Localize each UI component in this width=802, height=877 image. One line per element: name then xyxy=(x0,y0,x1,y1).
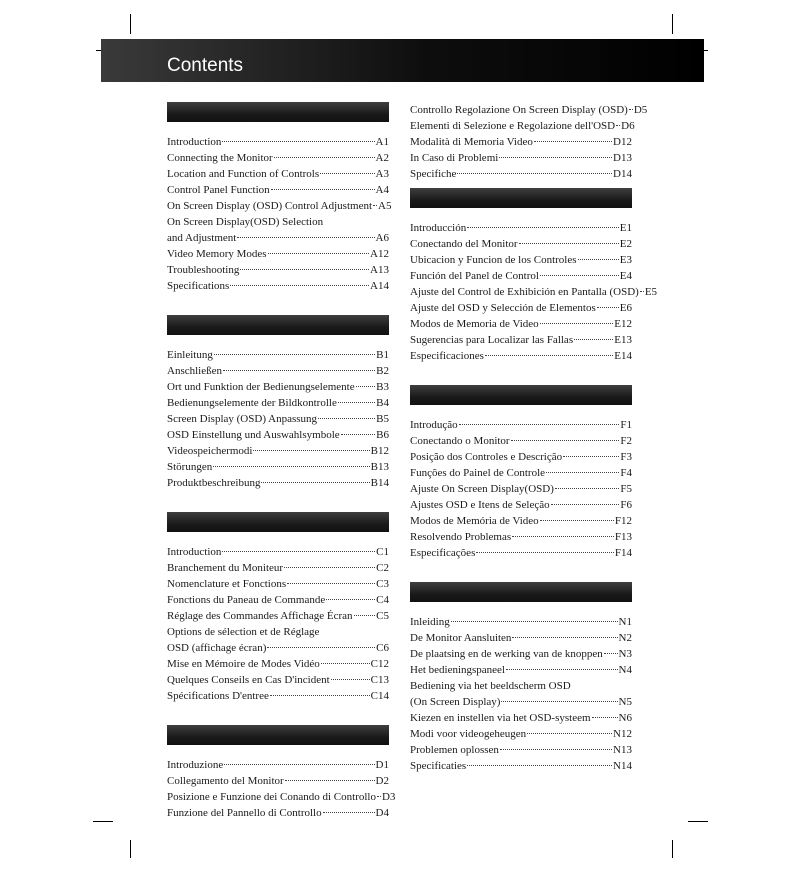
crop-mark xyxy=(93,821,113,822)
toc-entry-page: B13 xyxy=(370,461,389,473)
toc-entry-title: Screen Display (OSD) Anpassung xyxy=(167,413,318,425)
toc-entry xyxy=(167,166,389,182)
toc-entry-list xyxy=(167,757,396,821)
dot-leader xyxy=(592,717,618,718)
toc-entry-page: C14 xyxy=(370,690,389,702)
toc-entry-title: Connecting the Monitor xyxy=(167,152,273,164)
toc-entry-title: Modalità di Memoria Video xyxy=(410,136,533,148)
toc-entry-page: C3 xyxy=(376,578,389,590)
toc-entry-page: N6 xyxy=(618,712,632,724)
toc-entry-title: Branchement du Moniteur xyxy=(167,562,284,574)
dot-leader xyxy=(287,583,375,584)
toc-section-italian-continued xyxy=(410,102,648,182)
toc-entry-page: A3 xyxy=(375,168,389,180)
crop-mark xyxy=(672,14,673,34)
dot-leader xyxy=(326,599,375,600)
toc-column-right xyxy=(410,102,658,774)
toc-entry xyxy=(410,252,632,268)
toc-entry-title: Specifications xyxy=(167,280,230,292)
dot-leader xyxy=(597,307,619,308)
toc-entry xyxy=(410,481,632,497)
dot-leader xyxy=(555,488,619,489)
toc-entry-title: Elementi di Selezione e Regolazione dell'OSD xyxy=(410,120,616,132)
toc-entry-title: Función del Panel de Control xyxy=(410,270,539,282)
toc-entry xyxy=(410,118,635,134)
toc-entry-title: Inleiding xyxy=(410,616,450,628)
toc-entry-title: Mise en Mémoire de Modes Vidéo xyxy=(167,658,320,670)
dot-leader xyxy=(629,109,633,110)
toc-entry xyxy=(167,363,389,379)
toc-entry xyxy=(410,300,632,316)
toc-entry-title: OSD Einstellung und Auswahlsymbole xyxy=(167,429,340,441)
toc-entry-page: F12 xyxy=(614,515,632,527)
dot-leader xyxy=(546,472,619,473)
toc-entry-title: (On Screen Display) xyxy=(410,696,501,708)
toc-entry-page: B1 xyxy=(376,349,389,361)
toc-entry-title: Nomenclature et Fonctions xyxy=(167,578,287,590)
dot-leader xyxy=(574,339,613,340)
toc-entry-title: Ubicacion y Funcion de los Controles xyxy=(410,254,577,266)
toc-entry-page: B14 xyxy=(370,477,389,489)
toc-section-dutch xyxy=(410,582,632,774)
toc-entry-title: Sugerencias para Localizar las Fallas xyxy=(410,334,574,346)
dot-leader xyxy=(551,504,620,505)
toc-entry-page: D6 xyxy=(621,120,635,132)
toc-entry-page: E6 xyxy=(619,302,632,314)
language-header-bar xyxy=(410,582,632,602)
toc-entry-title: Anschließen xyxy=(167,365,222,377)
language-header-bar xyxy=(167,102,389,122)
toc-entry-page: B3 xyxy=(376,381,389,393)
dot-leader xyxy=(237,237,374,238)
toc-entry-title: Kiezen en instellen via het OSD-systeem xyxy=(410,712,591,724)
dot-leader xyxy=(253,450,369,451)
toc-entry-page: C1 xyxy=(376,546,389,558)
toc-entry xyxy=(167,789,396,805)
toc-entry xyxy=(410,150,632,166)
dot-leader xyxy=(377,796,381,797)
dot-leader xyxy=(501,701,617,702)
dot-leader xyxy=(213,466,369,467)
toc-entry-page: D14 xyxy=(613,168,632,180)
toc-entry-title: Location and Function of Controls xyxy=(167,168,320,180)
toc-section-italian xyxy=(167,725,396,821)
toc-entry xyxy=(410,678,632,694)
toc-entry-page: B12 xyxy=(370,445,389,457)
toc-entry-title: Réglage des Commandes Affichage Écran xyxy=(167,610,353,622)
dot-leader xyxy=(341,434,376,435)
toc-entry-page: F5 xyxy=(620,483,632,495)
toc-entry-page: D12 xyxy=(613,136,632,148)
toc-entry-title: Control Panel Function xyxy=(167,184,270,196)
dot-leader xyxy=(519,243,619,244)
toc-entry xyxy=(167,395,389,411)
dot-leader xyxy=(274,157,375,158)
toc-entry-title: Especificações xyxy=(410,547,476,559)
toc-entry xyxy=(167,640,389,656)
toc-entry-title: Ajuste del Control de Exhibición en Pantalla (OSD) xyxy=(410,286,639,298)
dot-leader xyxy=(451,621,618,622)
toc-entry xyxy=(410,284,658,300)
toc-entry xyxy=(410,758,632,774)
toc-entry-title: Problemen oplossen xyxy=(410,744,499,756)
dot-leader xyxy=(467,227,619,228)
toc-entry-list xyxy=(167,544,389,704)
toc-entry-page: B2 xyxy=(376,365,389,377)
toc-entry-page: N14 xyxy=(613,760,632,772)
toc-entry-list xyxy=(410,614,632,774)
toc-entry-title: Posizione e Funzione dei Conando di Controllo xyxy=(167,791,376,803)
toc-entry-title: On Screen Display (OSD) Control Adjustment xyxy=(167,200,373,212)
toc-entry xyxy=(167,411,389,427)
language-header-bar xyxy=(167,725,389,745)
toc-entry-page: F6 xyxy=(620,499,632,511)
dot-leader xyxy=(540,520,614,521)
dot-leader xyxy=(540,323,614,324)
toc-entry-title: Videospeichermodi xyxy=(167,445,253,457)
toc-entry xyxy=(410,529,632,545)
toc-entry xyxy=(410,662,632,678)
toc-entry xyxy=(167,624,389,640)
toc-entry xyxy=(410,513,632,529)
toc-entry xyxy=(410,614,632,630)
toc-entry-page: E14 xyxy=(614,350,632,362)
toc-entry-page: N4 xyxy=(618,664,632,676)
toc-entry-title: Conectando o Monitor xyxy=(410,435,510,447)
toc-entry-title: Fonctions du Paneau de Commande xyxy=(167,594,326,606)
toc-entry-page: C13 xyxy=(370,674,389,686)
dot-leader xyxy=(512,536,614,537)
toc-entry-list xyxy=(410,417,632,561)
toc-entry-page: A5 xyxy=(378,200,392,212)
toc-entry xyxy=(410,433,632,449)
crop-mark xyxy=(672,840,673,858)
dot-leader xyxy=(267,647,375,648)
toc-entry xyxy=(167,262,389,278)
toc-entry xyxy=(167,773,389,789)
toc-entry xyxy=(410,268,632,284)
toc-entry-list xyxy=(410,220,658,364)
toc-entry-title: Het bedieningspaneel xyxy=(410,664,505,676)
toc-entry-page: A4 xyxy=(375,184,389,196)
toc-entry-page: F14 xyxy=(614,547,632,559)
dot-leader xyxy=(224,764,374,765)
toc-entry xyxy=(167,688,389,704)
dot-leader xyxy=(320,173,374,174)
dot-leader xyxy=(240,269,369,270)
toc-entry-title: Collegamento del Monitor xyxy=(167,775,284,787)
toc-entry xyxy=(167,278,389,294)
toc-entry-title: Introdução xyxy=(410,419,458,431)
dot-leader xyxy=(323,812,375,813)
toc-entry-title: Ajustes OSD e Itens de Seleção xyxy=(410,499,550,511)
toc-entry-title: Introduction xyxy=(167,546,222,558)
toc-entry-title: Bediening via het beeldscherm OSD xyxy=(410,680,571,692)
toc-entry-page: B4 xyxy=(376,397,389,409)
toc-entry-title: Funções do Painel de Controle xyxy=(410,467,546,479)
toc-entry-title: Modos de Memoria de Video xyxy=(410,318,539,330)
toc-entry xyxy=(167,150,389,166)
toc-entry-title: Specifiche xyxy=(410,168,457,180)
toc-entry-title: Posição dos Controles e Descrição xyxy=(410,451,563,463)
toc-entry-page: E12 xyxy=(614,318,632,330)
toc-entry-page: F4 xyxy=(620,467,632,479)
toc-entry xyxy=(167,230,389,246)
toc-entry-page: A13 xyxy=(370,264,389,276)
dot-leader xyxy=(338,402,375,403)
toc-entry-list xyxy=(167,347,389,491)
toc-entry xyxy=(167,134,389,150)
toc-entry-title: Conectando del Monitor xyxy=(410,238,518,250)
toc-entry-page: E5 xyxy=(644,286,658,298)
toc-entry-title: and Adjustment xyxy=(167,232,237,244)
toc-section-portuguese xyxy=(410,385,632,561)
toc-entry-page: C4 xyxy=(376,594,389,606)
dot-leader xyxy=(578,259,619,260)
toc-entry-title: Specificaties xyxy=(410,760,467,772)
toc-entry-page: E3 xyxy=(619,254,632,266)
dot-leader xyxy=(285,780,375,781)
toc-entry xyxy=(410,236,632,252)
toc-entry xyxy=(410,694,632,710)
dot-leader xyxy=(506,669,618,670)
toc-entry-page: D13 xyxy=(613,152,632,164)
toc-entry-page: D2 xyxy=(375,775,389,787)
crop-mark xyxy=(688,821,708,822)
dot-leader xyxy=(512,637,617,638)
language-header-bar xyxy=(410,188,632,208)
toc-entry-title: In Caso di Problemi xyxy=(410,152,499,164)
toc-section-german xyxy=(167,315,389,491)
toc-entry-page: F13 xyxy=(614,531,632,543)
toc-entry-page: D4 xyxy=(375,807,389,819)
toc-entry-page: D3 xyxy=(381,791,396,803)
toc-entry-page: B5 xyxy=(376,413,389,425)
toc-entry xyxy=(167,246,389,262)
dot-leader xyxy=(540,275,619,276)
toc-entry-page: N3 xyxy=(618,648,632,660)
toc-entry xyxy=(410,545,632,561)
toc-entry-title: Produktbeschreibung xyxy=(167,477,261,489)
toc-entry-page: C2 xyxy=(376,562,389,574)
toc-entry-title: Ajuste del OSD y Selección de Elementos xyxy=(410,302,596,314)
dot-leader xyxy=(222,551,375,552)
toc-entry xyxy=(167,427,389,443)
toc-entry-page: B6 xyxy=(376,429,389,441)
dot-leader xyxy=(467,765,612,766)
page-title: Contents xyxy=(167,55,244,76)
dot-leader xyxy=(527,733,612,734)
toc-entry xyxy=(410,316,632,332)
toc-entry xyxy=(410,220,632,236)
toc-entry xyxy=(167,757,389,773)
toc-entry-title: Options de sélection et de Réglage xyxy=(167,626,320,638)
toc-entry-title: De Monitor Aansluiten xyxy=(410,632,512,644)
toc-entry xyxy=(410,348,632,364)
toc-entry xyxy=(167,805,389,821)
toc-entry-title: Modi voor videogeheugen xyxy=(410,728,527,740)
dot-leader xyxy=(214,354,375,355)
toc-entry xyxy=(167,544,389,560)
toc-entry xyxy=(167,214,389,230)
toc-entry-title: Modos de Memória de Video xyxy=(410,515,539,527)
toc-entry-title: Spécifications D'entree xyxy=(167,690,269,702)
toc-entry-title: On Screen Display(OSD) Selection xyxy=(167,216,324,228)
toc-entry xyxy=(410,742,632,758)
dot-leader xyxy=(261,482,369,483)
toc-entry xyxy=(410,726,632,742)
toc-entry-title: Störungen xyxy=(167,461,213,473)
dot-leader xyxy=(476,552,614,553)
toc-entry-page: F2 xyxy=(620,435,632,447)
toc-entry-page: C5 xyxy=(376,610,389,622)
dot-leader xyxy=(563,456,619,457)
toc-entry xyxy=(410,166,632,182)
toc-entry xyxy=(167,576,389,592)
toc-entry-page: F1 xyxy=(620,419,632,431)
toc-entry-list xyxy=(167,134,392,294)
toc-entry xyxy=(167,459,389,475)
toc-entry-title: Einleitung xyxy=(167,349,213,361)
toc-entry-page: F3 xyxy=(620,451,632,463)
toc-entry-list xyxy=(410,102,648,182)
dot-leader xyxy=(268,253,369,254)
toc-entry-page: A6 xyxy=(375,232,389,244)
dot-leader xyxy=(284,567,375,568)
toc-entry xyxy=(167,443,389,459)
dot-leader xyxy=(318,418,375,419)
toc-entry-title: Bedienungselemente der Bildkontrolle xyxy=(167,397,337,409)
toc-entry-page: N12 xyxy=(613,728,632,740)
toc-entry xyxy=(167,347,389,363)
toc-entry xyxy=(410,417,632,433)
toc-entry-page: E4 xyxy=(619,270,632,282)
dot-leader xyxy=(373,205,377,206)
dot-leader xyxy=(354,615,376,616)
toc-entry-title: Especificaciones xyxy=(410,350,484,362)
toc-entry-title: Quelques Conseils en Cas D'incident xyxy=(167,674,330,686)
language-header-bar xyxy=(410,385,632,405)
toc-entry-page: C6 xyxy=(376,642,389,654)
dot-leader xyxy=(356,386,376,387)
toc-entry xyxy=(410,102,648,118)
toc-entry-page: E2 xyxy=(619,238,632,250)
dot-leader xyxy=(485,355,613,356)
toc-entry xyxy=(410,449,632,465)
toc-entry xyxy=(167,656,389,672)
dot-leader xyxy=(270,695,370,696)
toc-entry xyxy=(410,646,632,662)
dot-leader xyxy=(230,285,369,286)
toc-entry-page: N1 xyxy=(618,616,632,628)
language-header-bar xyxy=(167,512,389,532)
toc-entry xyxy=(167,379,389,395)
toc-entry xyxy=(167,475,389,491)
dot-leader xyxy=(321,663,370,664)
language-header-bar xyxy=(167,315,389,335)
dot-leader xyxy=(534,141,612,142)
toc-entry xyxy=(410,497,632,513)
toc-entry xyxy=(410,465,632,481)
toc-entry-page: E13 xyxy=(614,334,632,346)
toc-entry-title: Video Memory Modes xyxy=(167,248,267,260)
toc-entry-title: OSD (affichage écran) xyxy=(167,642,267,654)
toc-entry xyxy=(167,592,389,608)
toc-column-left xyxy=(167,102,396,821)
toc-entry xyxy=(167,672,389,688)
dot-leader xyxy=(271,189,375,190)
toc-entry-title: Ajuste On Screen Display(OSD) xyxy=(410,483,554,495)
toc-section-french xyxy=(167,512,389,704)
toc-entry-page: N2 xyxy=(618,632,632,644)
toc-entry xyxy=(410,332,632,348)
dot-leader xyxy=(511,440,620,441)
dot-leader xyxy=(616,125,620,126)
toc-entry-title: Introduction xyxy=(167,136,222,148)
dot-leader xyxy=(223,370,375,371)
dot-leader xyxy=(604,653,618,654)
toc-entry xyxy=(410,630,632,646)
toc-entry-title: Resolvendo Problemas xyxy=(410,531,512,543)
toc-entry-title: Controllo Regolazione On Screen Display (OSD) xyxy=(410,104,628,116)
crop-mark xyxy=(130,14,131,34)
toc-entry xyxy=(167,198,392,214)
toc-entry-page: C12 xyxy=(370,658,389,670)
dot-leader xyxy=(640,291,644,292)
dot-leader xyxy=(499,157,612,158)
toc-section-english xyxy=(167,102,392,294)
toc-entry-title: Troubleshooting xyxy=(167,264,240,276)
crop-mark xyxy=(130,840,131,858)
toc-entry-title: Introducción xyxy=(410,222,467,234)
toc-entry-page: A14 xyxy=(370,280,389,292)
toc-entry-page: E1 xyxy=(619,222,632,234)
toc-entry-title: De plaatsing en de werking van de knoppen xyxy=(410,648,603,660)
dot-leader xyxy=(222,141,374,142)
dot-leader xyxy=(331,679,370,680)
toc-entry xyxy=(410,134,632,150)
toc-section-spanish xyxy=(410,188,658,364)
toc-entry-page: D5 xyxy=(633,104,648,116)
toc-entry-page: D1 xyxy=(375,759,389,771)
toc-entry-title: Ort und Funktion der Bedienungselemente xyxy=(167,381,355,393)
toc-entry-title: Introduzione xyxy=(167,759,224,771)
toc-entry-page: N13 xyxy=(613,744,632,756)
dot-leader xyxy=(459,424,620,425)
toc-entry xyxy=(167,560,389,576)
toc-entry xyxy=(410,710,632,726)
toc-entry-title: Funzione del Pannello di Controllo xyxy=(167,807,322,819)
toc-entry xyxy=(167,182,389,198)
dot-leader xyxy=(500,749,612,750)
toc-entry xyxy=(167,608,389,624)
toc-entry-page: A1 xyxy=(375,136,389,148)
toc-entry-page: A12 xyxy=(370,248,389,260)
toc-entry-page: N5 xyxy=(618,696,632,708)
toc-entry-page: A2 xyxy=(375,152,389,164)
dot-leader xyxy=(457,173,612,174)
